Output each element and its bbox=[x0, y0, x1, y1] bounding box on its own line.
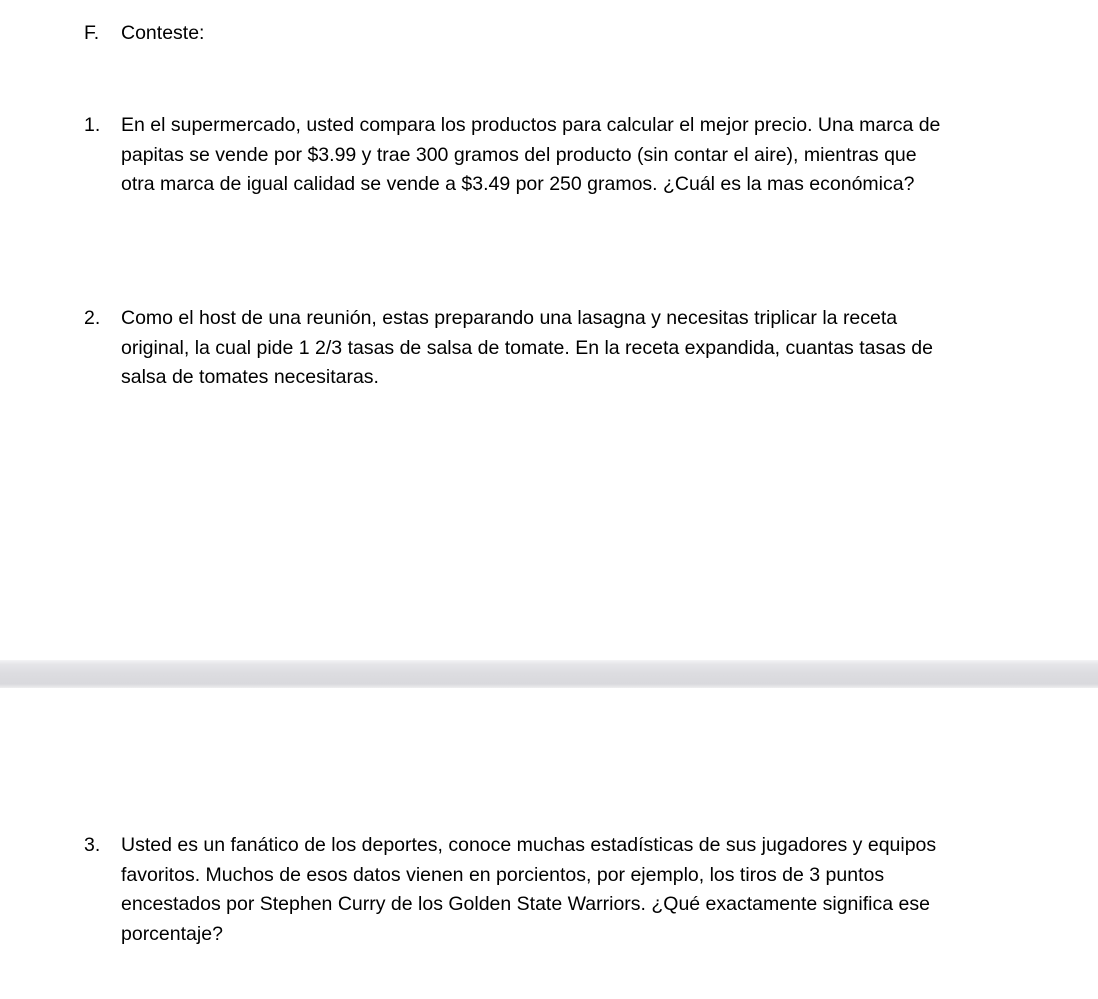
section-title: Conteste: bbox=[121, 22, 205, 44]
question-line: otra marca de igual calidad se vende a $3.49 por 250 gramos. ¿Cuál es la mas económica? bbox=[121, 173, 915, 195]
question-line: encestados por Stephen Curry de los Golden State Warriors. ¿Qué exactamente significa ese bbox=[121, 893, 930, 915]
question-line: En el supermercado, usted compara los productos para calcular el mejor precio. Una marca de bbox=[121, 114, 941, 136]
question-line: Usted es un fanático de los deportes, conoce muchas estadísticas de sus jugadores y equipos bbox=[121, 834, 937, 856]
question-2 bbox=[84, 304, 984, 393]
question-text bbox=[121, 304, 984, 393]
question-number: 1. bbox=[84, 114, 101, 136]
question-line: original, la cual pide 1 2/3 tasas de salsa de tomate. En la receta expandida, cuantas tasas de bbox=[121, 336, 933, 359]
question-number: 2. bbox=[84, 307, 101, 329]
question-line: porcentaje? bbox=[121, 922, 223, 945]
question-number: 3. bbox=[84, 834, 101, 856]
question-text bbox=[121, 111, 984, 200]
section-heading bbox=[84, 19, 984, 49]
section-label: F. bbox=[84, 22, 100, 44]
question-3 bbox=[84, 831, 984, 949]
question-text bbox=[121, 831, 984, 949]
question-line: salsa de tomates necesitaras. bbox=[121, 366, 379, 388]
question-line: favoritos. Muchos de esos datos vienen en porcientos, por ejemplo, los tiros de 3 puntos bbox=[121, 863, 885, 886]
question-line: Como el host de una reunión, estas preparando una lasagna y necesitas triplicar la receta bbox=[121, 307, 898, 329]
page-break-divider bbox=[0, 660, 1098, 688]
question-1 bbox=[84, 111, 984, 200]
question-line: papitas se vende por $3.99 y trae 300 gramos del producto (sin contar el aire), mientras que bbox=[121, 143, 917, 166]
document-page-bottom bbox=[0, 688, 1098, 999]
